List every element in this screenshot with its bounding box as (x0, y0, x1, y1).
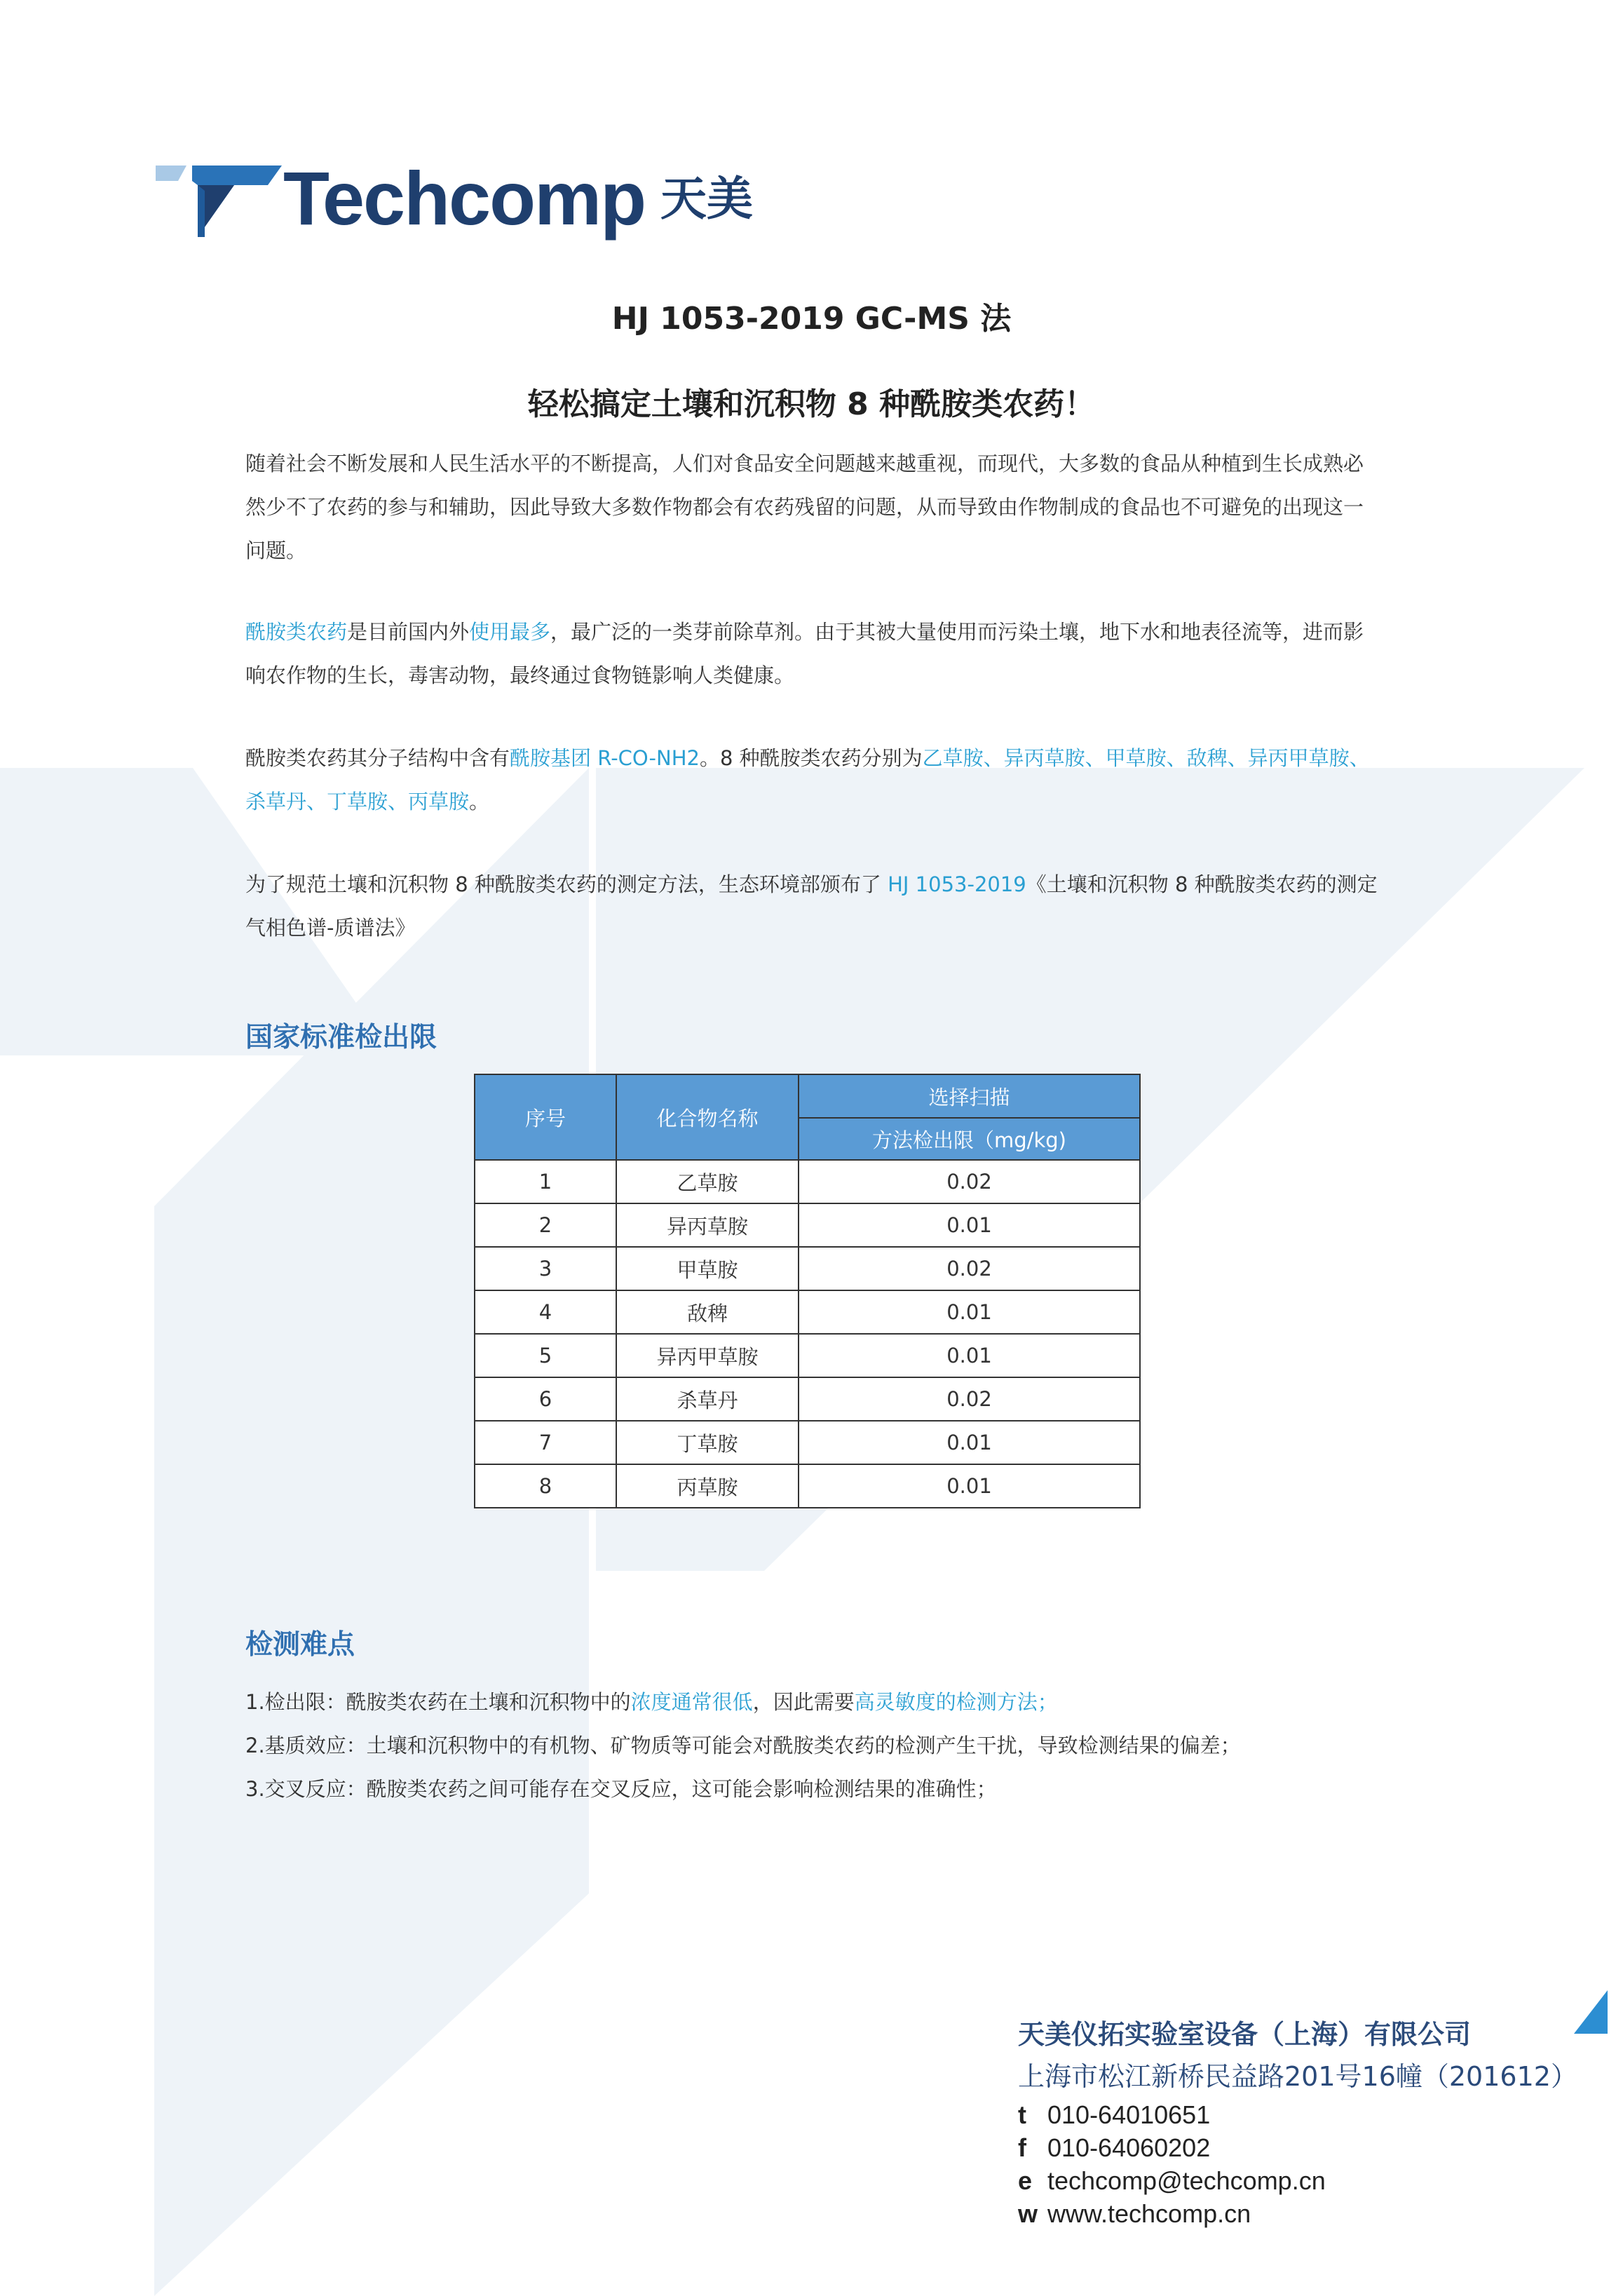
table-row: 1 乙草胺 0.02 (475, 1160, 1140, 1203)
page-title: HJ 1053-2019 GC-MS 法 (611, 301, 1012, 337)
section-title-difficulties: 检测难点 (245, 1629, 355, 1661)
difficulty-item-1: 1.检出限：酰胺类农药在土壤和沉积物中的浓度通常很低，因此需要高灵敏度的检测方法； (245, 1690, 1058, 1714)
footer-fax: f 010-64060202 (1018, 2133, 1211, 2162)
footer-tel: t 010-64010651 (1018, 2100, 1211, 2129)
table-row: 8 丙草胺 0.01 (475, 1464, 1140, 1508)
table-row: 6 杀草丹 0.02 (475, 1377, 1140, 1421)
table-row: 5 异丙甲草胺 0.01 (475, 1334, 1140, 1377)
table-row: 7 丁草胺 0.01 (475, 1421, 1140, 1464)
page-subtitle: 轻松搞定土壤和沉积物 8 种酰胺类农药！ (527, 386, 1096, 422)
highlight-text: 酰胺类农药 (245, 620, 348, 644)
logo-mark-icon (156, 153, 282, 244)
difficulty-item-2: 2.基质效应：土壤和沉积物中的有机物、矿物质等可能会对酰胺类农药的检测产生干扰，导致检测结果的偏差； (245, 1734, 1241, 1757)
highlight-text: HJ 1053-2019 (888, 872, 1026, 896)
highlight-text: 使用最多 (469, 620, 551, 644)
footer-company: 天美仪拓实验室设备（上海）有限公司 (1018, 2019, 1472, 2050)
difficulty-item-3: 3.交叉反应：酰胺类农药之间可能存在交叉反应，这可能会影响检测结果的准确性； (245, 1777, 997, 1801)
highlight-text: 酰胺基团 R-CO-NH2 (510, 746, 700, 770)
structure-paragraph: 酰胺类农药其分子结构中含有酰胺基团 R-CO-NH2。8 种酰胺类农药分别为乙草胺、异丙草胺、甲草胺、敌稗、异丙甲草胺、杀草丹、丁草胺、丙草胺。 (245, 746, 1370, 813)
highlight-text: 乙草胺、异丙草胺、甲草胺、敌稗、异丙甲草胺、杀草丹、丁草胺、丙草胺 (245, 746, 1370, 813)
highlight-text: 高灵敏度的检测方法； (854, 1690, 1058, 1714)
footer-address: 上海市松江新桥民益路201号16幢（201612） (1018, 2061, 1577, 2092)
highlight-text: 浓度通常很低 (630, 1690, 753, 1714)
table-row: 2 异丙草胺 0.01 (475, 1203, 1140, 1247)
table-header-row (475, 1074, 1140, 1118)
standard-paragraph: 为了规范土壤和沉积物 8 种酰胺类农药的测定方法，生态环境部颁布了 HJ 1053-2019《土壤和沉积物 8 种酰胺类农药的测定 气相色谱-质谱法》 (245, 872, 1378, 940)
logo-wordmark: Techcomp (283, 156, 646, 241)
header-scan: 选择扫描 (799, 1074, 1140, 1118)
intro-paragraph: 随着社会不断发展和人民生活水平的不断提高，人们对食品安全问题越来越重视，而现代，大多数的食品从种植到生长成熟必然少不了农药的参与和辅助，因此导致大多数作物都会有农药残留的问题，从而导致由作物制成的食品也不可避免的出现这一问题。 (245, 452, 1364, 562)
footer-website: w www.techcomp.cn (1018, 2199, 1251, 2228)
detection-limit-table (474, 1074, 1141, 1508)
header-limit: 方法检出限（mg/kg) (799, 1118, 1140, 1160)
amide-paragraph: 酰胺类农药是目前国内外使用最多，最广泛的一类芽前除草剂。由于其被大量使用而污染土壤，地下水和地表径流等，进而影响农作物的生长，毒害动物，最终通过食物链影响人类健康。 (245, 620, 1364, 687)
header-name: 化合物名称 (616, 1074, 799, 1160)
techcomp-logo (156, 153, 773, 244)
footer-email: e techcomp@techcomp.cn (1018, 2166, 1326, 2195)
section-title-detection-limit: 国家标准检出限 (245, 1022, 437, 1053)
logo-cn-name: 天美 (660, 172, 753, 226)
table-row: 4 敌稗 0.01 (475, 1290, 1140, 1334)
header-no: 序号 (475, 1074, 616, 1160)
table-row: 3 甲草胺 0.02 (475, 1247, 1140, 1290)
corner-triangle-icon (1574, 1990, 1608, 2034)
